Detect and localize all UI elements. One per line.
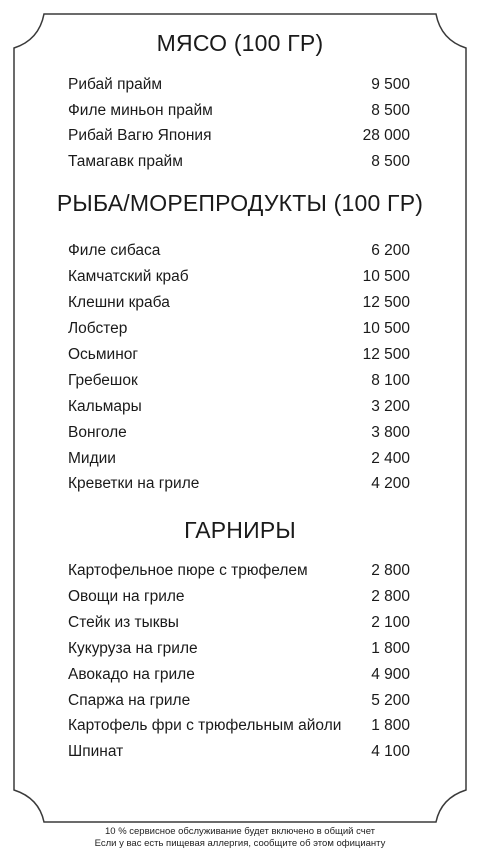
footer-allergy-note: Если у вас есть пищевая аллергия, сообщите об этом официанту: [94, 838, 386, 849]
menu-item: [68, 125, 410, 147]
item-name: Рибай Вагю Япония: [68, 127, 212, 144]
item-name: Клешни краба: [68, 294, 170, 311]
item-name: Кальмары: [68, 398, 142, 415]
item-name: Камчатский краб: [68, 268, 189, 285]
menu-item: [68, 266, 410, 288]
footer-notes: [0, 826, 480, 850]
menu-item: [68, 612, 410, 634]
item-price: 28 000: [362, 127, 410, 144]
menu-item: [68, 422, 410, 444]
item-name: Картофельное пюре с трюфелем: [68, 562, 308, 579]
item-name: Спаржа на гриле: [68, 692, 191, 709]
menu-item: [68, 473, 410, 495]
menu-item: [68, 344, 410, 366]
item-price: 8 500: [371, 153, 410, 170]
item-name: Осьминог: [68, 346, 139, 363]
item-name: Картофель фри с трюфельным айоли: [68, 717, 342, 734]
menu-item: [68, 638, 410, 660]
item-price: 2 400: [371, 450, 410, 467]
menu-item: [68, 560, 410, 582]
item-name: Тамагавк прайм: [68, 153, 183, 170]
footer-service-charge: 10 % сервисное обслуживание будет включено в общий счет: [104, 826, 376, 837]
item-price: 8 100: [371, 372, 410, 389]
item-price: 9 500: [371, 76, 410, 93]
menu-item: [68, 151, 410, 173]
item-price: 6 200: [371, 242, 410, 259]
menu-item: [68, 240, 410, 262]
menu-item: [68, 100, 410, 122]
item-name: Лобстер: [68, 320, 128, 337]
item-name: Филе сибаса: [68, 242, 161, 259]
item-name: Шпинат: [68, 743, 124, 760]
menu-item: [68, 396, 410, 418]
item-name: Вонголе: [68, 424, 127, 441]
item-price: 3 800: [371, 424, 410, 441]
item-price: 4 100: [371, 743, 410, 760]
menu-item: [68, 318, 410, 340]
item-price: 5 200: [371, 692, 410, 709]
menu-item: [68, 690, 410, 712]
menu-item: [68, 715, 410, 737]
item-name: Стейк из тыквы: [68, 614, 179, 631]
item-name: Авокадо на гриле: [68, 666, 195, 683]
item-price: 3 200: [371, 398, 410, 415]
section-title-sides: ГАРНИРЫ: [184, 517, 296, 543]
menu-item: [68, 741, 410, 763]
menu-item: [68, 292, 410, 314]
item-name: Мидии: [68, 450, 116, 467]
section-title-meat: МЯСО (100 ГР): [156, 30, 324, 56]
item-price: 1 800: [371, 640, 410, 657]
item-name: Кукуруза на гриле: [68, 640, 198, 657]
item-price: 12 500: [362, 294, 410, 311]
item-name: Креветки на гриле: [68, 475, 200, 492]
item-price: 10 500: [362, 268, 410, 285]
item-price: 2 800: [371, 588, 410, 605]
item-name: Рибай прайм: [68, 76, 163, 93]
item-price: 2 800: [371, 562, 410, 579]
item-price: 8 500: [371, 102, 410, 119]
item-name: Овощи на гриле: [68, 588, 185, 605]
menu-item: [68, 664, 410, 686]
section-title-seafood: РЫБА/МОРЕПРОДУКТЫ (100 ГР): [56, 190, 424, 216]
menu-item: [68, 370, 410, 392]
item-price: 2 100: [371, 614, 410, 631]
item-price: 1 800: [371, 717, 410, 734]
item-price: 4 200: [371, 475, 410, 492]
item-price: 4 900: [371, 666, 410, 683]
item-price: 12 500: [362, 346, 410, 363]
item-price: 10 500: [362, 320, 410, 337]
item-name: Филе миньон прайм: [68, 102, 213, 119]
item-name: Гребешок: [68, 372, 138, 389]
menu-item: [68, 586, 410, 608]
menu-item: [68, 448, 410, 470]
menu-item: [68, 74, 410, 96]
